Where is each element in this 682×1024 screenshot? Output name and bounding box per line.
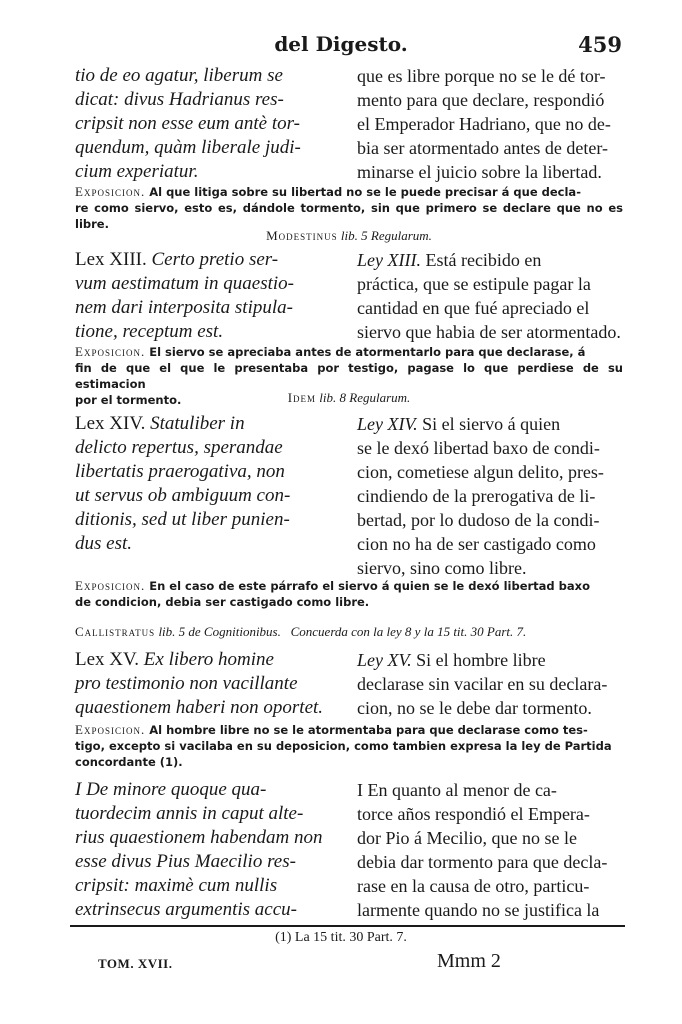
latin-line: tio de eo agatur, liberum se [75, 65, 283, 86]
source-work: lib. 5 Regularum. [340, 228, 432, 243]
latin-line: quaestionem haberi non oportet. [75, 697, 324, 718]
latin-line: quendum, quàm liberale judi- [75, 137, 301, 158]
signature-mark: Mmm 2 [437, 950, 501, 972]
lex-label: Lex XIII. [75, 249, 147, 270]
exposicion-text: re como siervo, esto es, dándole tormento, sin que primero se declare que no es libre. [75, 201, 623, 231]
latin-column [75, 412, 339, 556]
page-number: 459 [578, 32, 622, 57]
latin-column [75, 648, 339, 720]
latin-line: Certo pretio ser- [151, 249, 279, 270]
latin-line: Ex libero homine [143, 649, 274, 670]
tome-label: TOM. XVII. [98, 956, 173, 971]
spanish-line: siervo que habia de ser atormentado. [357, 322, 621, 342]
spanish-line: bertad, por lo dudoso de la condi- [357, 510, 600, 530]
latin-line: delicto repertus, sperandae [75, 437, 283, 458]
latin-line: nem dari interposita stipula- [75, 297, 293, 318]
source-author: Idem [287, 390, 317, 405]
footnote: (1) La 15 tit. 30 Part. 7. [275, 930, 407, 945]
latin-line: cripsit: maximè cum nullis [75, 875, 278, 896]
spanish-line: cion no ha de ser castigado como [357, 534, 596, 554]
ley-label: Ley XV. [357, 650, 412, 670]
source-citation-4 [75, 624, 623, 640]
exposicion-text: Al hombre libre no se le atormentaba para que declarase como tes- [149, 723, 588, 737]
exposicion-text: tigo, excepto si vacilaba en su deposicion, como tambien expresa la ley de Partida [75, 739, 612, 753]
latin-line: dicat: divus Hadrianus res- [75, 89, 284, 110]
exposicion-3 [75, 578, 623, 610]
spanish-line: bia ser atormentado antes de deter- [357, 138, 609, 158]
ley-label: Ley XIV. [357, 414, 418, 434]
spanish-line: cindiendo de la prerogativa de li- [357, 486, 596, 506]
latin-line: ut servus ob ambiguum con- [75, 485, 291, 506]
exposicion-4 [75, 722, 623, 770]
spanish-line: debia dar tormento para que decla- [357, 852, 608, 872]
exposicion-1 [75, 184, 623, 232]
source-author: Callistratus [75, 624, 156, 639]
latin-column [75, 64, 339, 184]
spanish-line: Si el siervo á quien [422, 414, 561, 434]
exposicion-text: concordante (1). [75, 755, 183, 769]
exposicion-text: fin de que el que le presentaba por testigo, pagase lo que perdiese de su estimacion [75, 361, 623, 391]
spanish-column [357, 648, 623, 720]
spanish-line: el Emperador Hadriano, que no de- [357, 114, 611, 134]
exposicion-text: El siervo se apreciaba antes de atormentarlo para que declarase, á [149, 345, 586, 359]
latin-column [75, 778, 339, 922]
latin-line: esse divus Pius Maecilio res- [75, 851, 296, 872]
exposicion-label: Exposicion. [75, 722, 146, 737]
source-author: Modestinus [266, 228, 338, 243]
latin-line: pro testimonio non vacillante [75, 673, 298, 694]
latin-line: tione, receptum est. [75, 321, 224, 342]
spanish-line: minarse el juicio sobre la libertad. [357, 162, 602, 182]
header-title: del Digesto. [274, 32, 408, 56]
exposicion-label: Exposicion. [75, 578, 146, 593]
spanish-line: que es libre porque no se le dé tor- [357, 66, 606, 86]
footnote-divider [70, 925, 625, 927]
latin-line: rius quaestionem habendam non [75, 827, 323, 848]
exposicion-label: Exposicion. [75, 344, 146, 359]
spanish-line: larmente quando no se justifica la [357, 900, 600, 920]
lex-label: Lex XV. [75, 649, 140, 670]
spanish-line: práctica, que se estipule pagar la [357, 274, 591, 294]
latin-line: extrinsecus argumentis accu- [75, 899, 297, 920]
spanish-line: Está recibido en [425, 250, 542, 270]
spanish-line: torce años respondió el Empera- [357, 804, 590, 824]
running-header [0, 30, 682, 60]
latin-line: libertatis praerogativa, non [75, 461, 285, 482]
spanish-line: rase en la causa de otro, particu- [357, 876, 590, 896]
source-citation-3 [75, 390, 623, 406]
latin-line: I De minore quoque qua- [75, 779, 267, 800]
source-citation-2 [75, 228, 623, 244]
spanish-column [357, 248, 623, 344]
spanish-column [357, 412, 623, 580]
spanish-line: dor Pio á Mecilio, que no se le [357, 828, 577, 848]
exposicion-text: Al que litiga sobre su libertad no se le puede precisar á que decla- [149, 185, 581, 199]
exposicion-text: por el tormento. [75, 393, 182, 407]
latin-column [75, 248, 339, 344]
spanish-line: I En quanto al menor de ca- [357, 780, 557, 800]
latin-line: tuordecim annis in caput alte- [75, 803, 304, 824]
spanish-line: cion, cometiese algun delito, pres- [357, 462, 604, 482]
exposicion-text: En el caso de este párrafo el siervo á quien se le dexó libertad baxo [149, 579, 590, 593]
lex-label: Lex XIV. [75, 413, 146, 434]
latin-line: vum aestimatum in quaestio- [75, 273, 295, 294]
spanish-line: se le dexó libertad baxo de condi- [357, 438, 600, 458]
spanish-line: cantidad en que fué apreciado el [357, 298, 590, 318]
latin-line: cium experiatur. [75, 161, 199, 182]
exposicion-label: Exposicion. [75, 184, 146, 199]
concordance-note: Concuerda con la ley 8 y la 15 tit. 30 Part. 7. [290, 624, 527, 639]
spanish-column [357, 64, 623, 184]
spanish-line: declarase sin vacilar en su declara- [357, 674, 608, 694]
latin-line: ditionis, sed ut liber punien- [75, 509, 290, 530]
spanish-line: Si el hombre libre [416, 650, 546, 670]
latin-line: Statuliber in [150, 413, 245, 434]
spanish-column [357, 778, 623, 922]
exposicion-text: de condicion, debia ser castigado como libre. [75, 595, 370, 609]
source-work: lib. 5 de Cognitionibus. [158, 624, 281, 639]
spanish-line: siervo, sino como libre. [357, 558, 527, 578]
ley-label: Ley XIII. [357, 250, 421, 270]
latin-line: dus est. [75, 533, 132, 554]
source-work: lib. 8 Regularum. [319, 390, 411, 405]
spanish-line: mento para que declare, respondió [357, 90, 605, 110]
latin-line: cripsit non esse eum antè tor- [75, 113, 300, 134]
spanish-line: cion, no se le debe dar tormento. [357, 698, 592, 718]
